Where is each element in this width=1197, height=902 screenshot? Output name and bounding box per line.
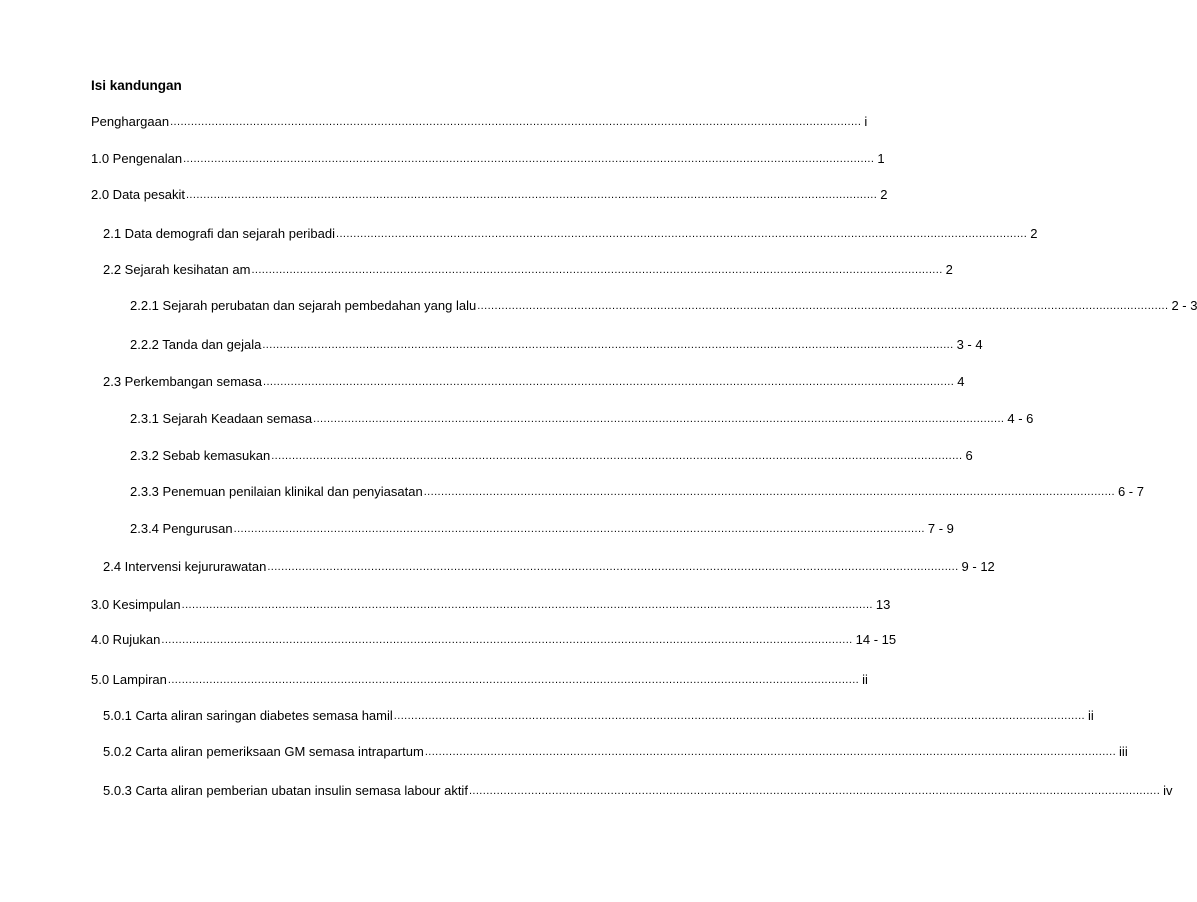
toc-entry-page: 4 — [957, 374, 965, 389]
dot-leader: ........................................................................................................................................................................................................ — [424, 746, 1117, 758]
page-title: Isi kandungan — [91, 78, 182, 93]
toc-entry-page: iv — [1163, 783, 1173, 798]
toc-entry-page: ii — [1088, 708, 1094, 723]
dot-leader: ........................................................................................................................................................................................................ — [335, 228, 1028, 240]
toc-entry-label: 3.0 Kesimpulan — [91, 597, 181, 612]
toc-entry — [103, 226, 1038, 242]
toc-entry-label: 2.4 Intervensi kejururawatan — [103, 559, 267, 574]
toc-entry-label: 2.1 Data demografi dan sejarah peribadi — [103, 226, 335, 241]
dot-leader: ........................................................................................................................................................................................................ — [271, 450, 963, 462]
toc-entry — [130, 484, 1144, 500]
toc-entry — [91, 187, 888, 203]
toc-entry — [130, 337, 983, 353]
toc-entry-label: 2.2.2 Tanda dan gejala — [130, 337, 262, 352]
toc-entry-label: 2.2 Sejarah kesihatan am — [103, 262, 251, 277]
toc-entry — [91, 151, 885, 167]
toc-entry-page: iii — [1119, 744, 1128, 759]
toc-entry-page: 2 — [880, 187, 888, 202]
toc-entry-page: 6 — [965, 448, 973, 463]
toc-entry — [103, 559, 995, 575]
toc-entry-page: 1 — [877, 151, 885, 166]
toc-entry — [103, 708, 1094, 724]
toc-entry-page: 13 — [875, 597, 891, 612]
toc-entry-label: 5.0 Lampiran — [91, 672, 167, 687]
toc-entry — [103, 744, 1128, 760]
dot-leader: ........................................................................................................................................................................................................ — [468, 785, 1161, 797]
toc-entry — [91, 114, 868, 130]
toc-entry-label: 2.3.3 Penemuan penilaian klinikal dan penyiasatan — [130, 484, 423, 499]
dot-leader: ........................................................................................................................................................................................................ — [167, 674, 860, 686]
toc-entry — [103, 783, 1173, 799]
toc-entry-page: 9 - 12 — [961, 559, 995, 574]
toc-entry-label: Penghargaan — [91, 114, 170, 129]
dot-leader: ........................................................................................................................................................................................................ — [423, 486, 1115, 498]
toc-entry — [130, 298, 1197, 314]
toc-entry-page: 2 — [1030, 226, 1038, 241]
toc-entry — [91, 597, 891, 613]
dot-leader: ........................................................................................................................................................................................................ — [185, 189, 878, 201]
toc-entry-page: ii — [862, 672, 868, 687]
toc-entry — [130, 411, 1034, 427]
toc-entry-label: 5.0.3 Carta aliran pemberian ubatan insulin semasa labour aktif — [103, 783, 468, 798]
toc-entry-page: 2 — [945, 262, 953, 277]
toc-entry-page: 2 - 3 — [1171, 298, 1197, 313]
toc-entry — [130, 521, 954, 537]
toc-entry-label: 1.0 Pengenalan — [91, 151, 183, 166]
toc-entry — [130, 448, 973, 464]
toc-entry — [103, 374, 965, 390]
toc-entry-page: 14 - 15 — [855, 632, 897, 647]
toc-entry — [91, 632, 897, 648]
toc-entry-page: i — [864, 114, 868, 129]
dot-leader: ........................................................................................................................................................................................................ — [313, 413, 1005, 425]
toc-entry — [103, 262, 953, 278]
dot-leader: ........................................................................................................................................................................................................ — [170, 116, 862, 128]
toc-entry-label: 2.3 Perkembangan semasa — [103, 374, 262, 389]
dot-leader: ........................................................................................................................................................................................................ — [183, 153, 875, 165]
toc-entry-label: 2.2.1 Sejarah perubatan dan sejarah pembedahan yang lalu — [130, 298, 477, 313]
toc-entry-label: 5.0.1 Carta aliran saringan diabetes semasa hamil — [103, 708, 393, 723]
dot-leader: ........................................................................................................................................................................................................ — [262, 376, 955, 388]
dot-leader: ........................................................................................................................................................................................................ — [267, 561, 959, 573]
dot-leader: ........................................................................................................................................................................................................ — [181, 599, 873, 611]
dot-leader: ........................................................................................................................................................................................................ — [477, 300, 1169, 312]
toc-entry-page: 6 - 7 — [1117, 484, 1144, 499]
dot-leader: ........................................................................................................................................................................................................ — [161, 634, 853, 646]
dot-leader: ........................................................................................................................................................................................................ — [393, 710, 1086, 722]
toc-entry-page: 3 - 4 — [956, 337, 983, 352]
toc-entry-page: 4 - 6 — [1007, 411, 1034, 426]
dot-leader: ........................................................................................................................................................................................................ — [262, 339, 954, 351]
toc-entry — [91, 672, 868, 688]
toc-entry-label: 2.3.4 Pengurusan — [130, 521, 233, 536]
toc-entry-label: 2.3.1 Sejarah Keadaan semasa — [130, 411, 313, 426]
dot-leader: ........................................................................................................................................................................................................ — [233, 523, 925, 535]
toc-entry-label: 2.3.2 Sebab kemasukan — [130, 448, 271, 463]
toc-entry-label: 5.0.2 Carta aliran pemeriksaan GM semasa intrapartum — [103, 744, 424, 759]
toc-entry-label: 4.0 Rujukan — [91, 632, 161, 647]
toc-entry-page: 7 - 9 — [927, 521, 954, 536]
toc-entry-label: 2.0 Data pesakit — [91, 187, 185, 202]
dot-leader: ........................................................................................................................................................................................................ — [251, 264, 943, 276]
